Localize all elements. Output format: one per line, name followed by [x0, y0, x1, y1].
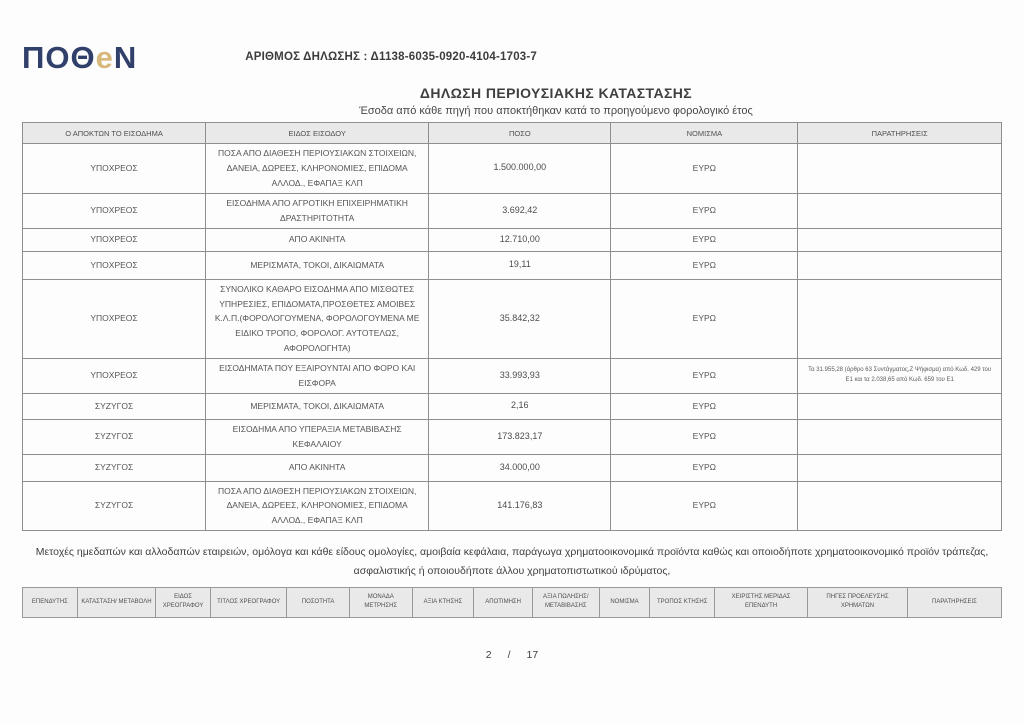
income-type-cell: ΑΠΟ ΑΚΙΝΗΤΑ: [206, 454, 429, 481]
currency-cell: ΕΥΡΩ: [611, 419, 798, 454]
document-header: [0, 0, 1024, 73]
income-table-header-row: [23, 123, 1002, 144]
column-header-account-operator: ΧΕΙΡΙΣΤΗΣ ΜΕΡΙΔΑΣ ΕΠΕΝΔΥΤΗ: [715, 587, 808, 617]
column-header-funds-origin: ΠΗΓΕΣ ΠΡΟΕΛΕΥΣΗΣ ΧΡΗΜΑΤΩΝ: [808, 587, 908, 617]
page-subtitle: Έσοδα από κάθε πηγή που αποκτήθηκαν κατά το προηγούμενο φορολογικό έτος: [359, 105, 753, 117]
total-pages: 17: [526, 649, 539, 661]
remarks-cell: [798, 419, 1002, 454]
income-type-cell: ΑΠΟ ΑΚΙΝΗΤΑ: [206, 228, 429, 251]
page-title: ΔΗΛΩΣΗ ΠΕΡΙΟΥΣΙΑΚΗΣ ΚΑΤΑΣΤΑΣΗΣ: [419, 85, 693, 101]
currency-cell: ΕΥΡΩ: [611, 481, 798, 531]
logo-text-navy-2: Ν: [113, 40, 138, 75]
column-header-valuation: ΑΠΟΤΙΜΗΣΗ: [474, 587, 533, 617]
declaration-number: ΑΡΙΘΜΟΣ ΔΗΛΩΣΗΣ : Δ1138-6035-0920-4104-1703-7: [245, 51, 538, 63]
income-type-cell: ΕΙΣΟΔΗΜΑΤΑ ΠΟΥ ΕΞΑΙΡΟΥΝΤΑΙ ΑΠΟ ΦΟΡΟ ΚΑΙ ΕΙΣΦΟΡΑ: [206, 359, 429, 394]
column-header-amount: ΠΟΣΟ: [429, 123, 611, 144]
page-number-footer: [0, 649, 1024, 661]
recipient-cell: ΥΠΟΧΡΕΟΣ: [23, 359, 206, 394]
logo-text-navy-1: ΠΟΘ: [22, 40, 96, 75]
remarks-cell: Τα 31.955,28 (άρθρο 63 Συντάγματος,Ζ Ψήφισμα) από Κωδ. 429 του Ε1 και τα 2.038,65 από Κωδ. 659 του Ε1: [798, 359, 1002, 394]
income-type-cell: ΣΥΝΟΛΙΚΟ ΚΑΘΑΡΟ ΕΙΣΟΔΗΜΑ ΑΠΟ ΜΙΣΘΩΤΕΣ ΥΠΗΡΕΣΙΕΣ, ΕΠΙΔΟΜΑΤΑ,ΠΡΟΣΘΕΤΕΣ ΑΜΟΙΒΕΣ Κ.Λ.Π.(ΦΟΡΟΛΟΓΟΥΜΕΝΑ, ΦΟΡΟΛΟΓΟΥΜΕΝΑ ΜΕ ΕΙΔΙΚΟ ΤΡΟΠΟ, ΦΟΡΟΛΟΓ. ΑΥΤΟΤΕΛΩΣ, ΑΦΟΡΟΛΟΓΗΤΑ): [206, 279, 429, 358]
recipient-cell: ΥΠΟΧΡΕΟΣ: [23, 144, 206, 194]
recipient-cell: ΣΥΖΥΓΟΣ: [23, 454, 206, 481]
amount-cell: 35.842,32: [429, 279, 611, 358]
amount-cell: 141.176,83: [429, 481, 611, 531]
securities-table: [22, 587, 1002, 618]
column-header-security-kind: ΕΙΔΟΣ ΧΡΕΟΓΡΑΦΟΥ: [156, 587, 211, 617]
heading-block: [0, 85, 1024, 117]
remarks-cell: [798, 193, 1002, 228]
income-type-cell: ΜΕΡΙΣΜΑΤΑ, ΤΟΚΟΙ, ΔΙΚΑΙΩΜΑΤΑ: [206, 393, 429, 419]
table-row: [23, 359, 1002, 394]
remarks-cell: [798, 251, 1002, 279]
amount-cell: 12.710,00: [429, 228, 611, 251]
column-header-acquisition-method: ΤΡΟΠΟΣ ΚΤΗΣΗΣ: [650, 587, 715, 617]
column-header-security-title: ΤΙΤΛΟΣ ΧΡΕΟΓΡΑΦΟΥ: [210, 587, 286, 617]
column-header-currency: ΝΟΜΙΣΜΑ: [611, 123, 798, 144]
column-header-currency: ΝΟΜΙΣΜΑ: [599, 587, 650, 617]
currency-cell: ΕΥΡΩ: [611, 279, 798, 358]
recipient-cell: ΥΠΟΧΡΕΟΣ: [23, 193, 206, 228]
column-header-remarks: ΠΑΡΑΤΗΡΗΣΕΙΣ: [798, 123, 1002, 144]
column-header-status-change: ΚΑΤΑΣΤΑΣΗ/ ΜΕΤΑΒΟΛΗ: [77, 587, 155, 617]
recipient-cell: ΥΠΟΧΡΕΟΣ: [23, 279, 206, 358]
recipient-cell: ΣΥΖΥΓΟΣ: [23, 419, 206, 454]
amount-cell: 3.692,42: [429, 193, 611, 228]
recipient-cell: ΣΥΖΥΓΟΣ: [23, 393, 206, 419]
table-row: [23, 454, 1002, 481]
table-row: [23, 144, 1002, 194]
income-type-cell: ΜΕΡΙΣΜΑΤΑ, ΤΟΚΟΙ, ΔΙΚΑΙΩΜΑΤΑ: [206, 251, 429, 279]
amount-cell: 33.993,93: [429, 359, 611, 394]
income-type-cell: ΠΟΣΑ ΑΠΟ ΔΙΑΘΕΣΗ ΠΕΡΙΟΥΣΙΑΚΩΝ ΣΤΟΙΧΕΙΩΝ, ΔΑΝΕΙΑ, ΔΩΡΕΕΣ, ΚΛΗΡΟΝΟΜΙΕΣ, ΕΠΙΔΟΜΑ ΑΛΛΟΔ., ΕΦΑΠΑΞ ΚΛΠ: [206, 481, 429, 531]
amount-cell: 173.823,17: [429, 419, 611, 454]
remarks-cell: [798, 228, 1002, 251]
table-row: [23, 393, 1002, 419]
logo-text-gold: e: [95, 40, 114, 75]
currency-cell: ΕΥΡΩ: [611, 454, 798, 481]
income-type-cell: ΠΟΣΑ ΑΠΟ ΔΙΑΘΕΣΗ ΠΕΡΙΟΥΣΙΑΚΩΝ ΣΤΟΙΧΕΙΩΝ, ΔΑΝΕΙΑ, ΔΩΡΕΕΣ, ΚΛΗΡΟΝΟΜΙΕΣ, ΕΠΙΔΟΜΑ ΑΛΛΟΔ., ΕΦΑΠΑΞ ΚΛΠ: [206, 144, 429, 194]
recipient-cell: ΥΠΟΧΡΕΟΣ: [23, 251, 206, 279]
table-row: [23, 193, 1002, 228]
currency-cell: ΕΥΡΩ: [611, 144, 798, 194]
income-type-cell: ΕΙΣΟΔΗΜΑ ΑΠΟ ΑΓΡΟΤΙΚΗ ΕΠΙΧΕΙΡΗΜΑΤΙΚΗ ΔΡΑΣΤΗΡΙΤΟΤΗΤΑ: [206, 193, 429, 228]
column-header-income-type: ΕΙΔΟΣ ΕΙΣΟΔΟΥ: [206, 123, 429, 144]
remarks-cell: [798, 393, 1002, 419]
column-header-recipient: Ο ΑΠΟΚΤΩΝ ΤΟ ΕΙΣΟΔΗΜΑ: [23, 123, 206, 144]
remarks-cell: [798, 144, 1002, 194]
recipient-cell: ΣΥΖΥΓΟΣ: [23, 481, 206, 531]
remarks-cell: [798, 279, 1002, 358]
table-row: [23, 228, 1002, 251]
income-table: [22, 122, 1002, 531]
table-row: [23, 481, 1002, 531]
amount-cell: 2,16: [429, 393, 611, 419]
amount-cell: 19,11: [429, 251, 611, 279]
table-row: [23, 419, 1002, 454]
securities-table-header-row: [23, 587, 1002, 617]
amount-cell: 1.500.000,00: [429, 144, 611, 194]
column-header-acquisition-value: ΑΞΙΑ ΚΤΗΣΗΣ: [412, 587, 474, 617]
currency-cell: ΕΥΡΩ: [611, 393, 798, 419]
currency-cell: ΕΥΡΩ: [611, 193, 798, 228]
column-header-sale-value: ΑΞΙΑ ΠΩΛΗΣΗΣ/ ΜΕΤΑΒΙΒΑΣΗΣ: [532, 587, 599, 617]
pothen-logo: [22, 42, 137, 73]
currency-cell: ΕΥΡΩ: [611, 251, 798, 279]
column-header-investor: ΕΠΕΝΔΥΤΗΣ: [23, 587, 78, 617]
currency-cell: ΕΥΡΩ: [611, 228, 798, 251]
currency-cell: ΕΥΡΩ: [611, 359, 798, 394]
securities-intro-text: Μετοχές ημεδαπών και αλλοδαπών εταιρειών, ομόλογα και κάθε είδους ομολογίες, αμοιβαία κεφάλαια, παράγωγα χρηματοοικονομικά προϊόντα καθώς και οποιοδήποτε χρηματοοικονομικό προϊόν τράπεζας, ασφαλιστικής ή οποιουδήποτε άλλου χρηματοπιστωτικού ιδρύματος,: [35, 546, 989, 577]
column-header-unit: ΜΟΝΑΔΑ ΜΕΤΡΗΣΗΣ: [349, 587, 412, 617]
column-header-quantity: ΠΟΣΟΤΗΤΑ: [287, 587, 350, 617]
remarks-cell: [798, 454, 1002, 481]
recipient-cell: ΥΠΟΧΡΕΟΣ: [23, 228, 206, 251]
page-separator: /: [507, 649, 511, 661]
remarks-cell: [798, 481, 1002, 531]
column-header-remarks: ΠΑΡΑΤΗΡΗΣΕΙΣ: [907, 587, 1001, 617]
income-type-cell: ΕΙΣΟΔΗΜΑ ΑΠΟ ΥΠΕΡΑΞΙΑ ΜΕΤΑΒΙΒΑΣΗΣ ΚΕΦΑΛΑΙΟΥ: [206, 419, 429, 454]
current-page-number: 2: [485, 649, 492, 661]
table-row: [23, 251, 1002, 279]
table-row: [23, 279, 1002, 358]
amount-cell: 34.000,00: [429, 454, 611, 481]
